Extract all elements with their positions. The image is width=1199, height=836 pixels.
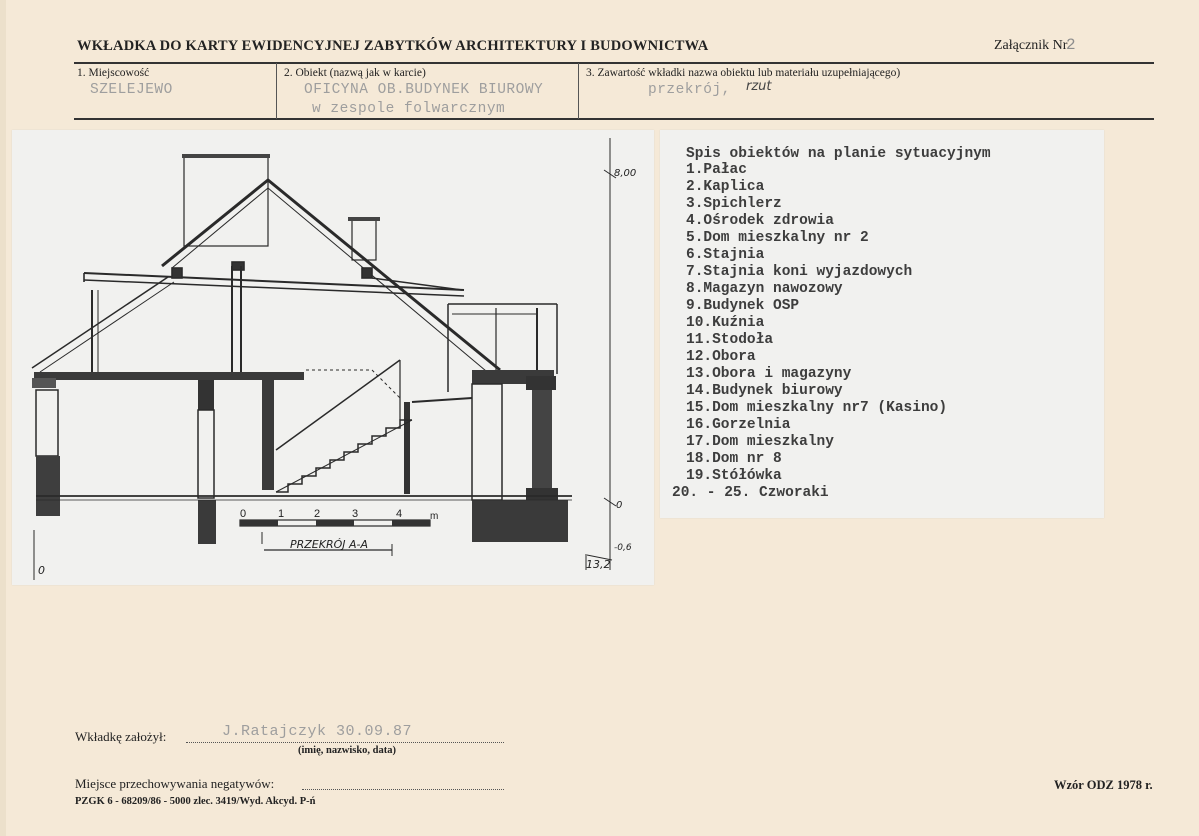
list-item: 10.Kuźnia — [686, 315, 765, 331]
list-item: 2.Kaplica — [686, 179, 765, 195]
form-model: Wzór ODZ 1978 r. — [1054, 778, 1153, 792]
scale-label-4: 4 — [396, 508, 403, 520]
place-label: 1. Miejscowość — [77, 67, 150, 79]
list-item: 4.Ośrodek zdrowia — [686, 213, 834, 229]
list-item: 5.Dom mieszkalny nr 2 — [686, 230, 869, 246]
list-item: 7.Stajnia koni wyjazdowych — [686, 264, 913, 280]
scale-label-3: 3 — [352, 508, 359, 520]
list-item: 14.Budynek biurowy — [686, 383, 843, 399]
print-info: PZGK 6 - 68209/86 - 5000 zlec. 3419/Wyd. Akcyd. P-ń — [75, 796, 316, 807]
content-handwritten-note: rzut — [746, 79, 772, 94]
author-hint: (imię, nazwisko, data) — [298, 745, 396, 756]
negatives-dotted-line — [302, 789, 504, 790]
level-bottom-left: 0 — [38, 564, 45, 577]
place-value: SZELEJEWO — [90, 82, 173, 98]
attachment-number: 2 — [1066, 36, 1076, 54]
field-divider-2 — [578, 63, 579, 119]
list-item: 6.Stajnia — [686, 247, 765, 263]
scale-label-unit: m — [430, 511, 439, 522]
list-item: 17.Dom mieszkalny — [686, 434, 834, 450]
form-title: WKŁADKA DO KARTY EWIDENCYJNEJ ZABYTKÓW ARCHITEKTURY I BUDOWNICTWA — [77, 38, 709, 54]
object-value-line1: OFICYNA OB.BUDYNEK BIUROWY — [304, 82, 544, 98]
list-item: 16.Gorzelnia — [686, 417, 791, 433]
object-label: 2. Obiekt (nazwą jak w karcie) — [284, 67, 426, 79]
scale-label-0: 0 — [240, 508, 247, 520]
cross-section-drawing — [12, 130, 654, 585]
object-list-title: Spis obiektów na planie sytuacyjnym — [686, 146, 991, 162]
level-top: 8,00 — [614, 168, 637, 179]
negatives-label: Miejsce przechowywania negatywów: — [75, 776, 275, 791]
list-item: 9.Budynek OSP — [686, 298, 800, 314]
list-item: 8.Magazyn nawozowy — [686, 281, 843, 297]
author-value: J.Ratajczyk 30.09.87 — [222, 723, 413, 740]
author-label: Wkładkę założył: — [75, 729, 167, 744]
scale-label-1: 1 — [278, 508, 285, 520]
level-ground: -0,6 — [614, 543, 632, 553]
level-zero: 0 — [616, 500, 623, 511]
author-dotted-line — [186, 742, 504, 743]
list-item: 11.Stodoła — [686, 332, 774, 348]
list-item: 20. - 25. Czworaki — [672, 485, 829, 501]
field-divider-1 — [276, 63, 277, 119]
level-bottom-right: 13,2 — [586, 558, 611, 571]
list-item: 1.Pałac — [686, 162, 747, 178]
content-label: 3. Zawartość wkładki nazwa obiektu lub materiału uzupełniającego) — [586, 67, 901, 79]
section-caption: PRZEKRÓJ A-A — [290, 538, 369, 551]
list-item: 3.Spichlerz — [686, 196, 782, 212]
list-item: 13.Obora i magazyny — [686, 366, 852, 382]
object-value-line2: w zespole folwarcznym — [312, 101, 506, 117]
section-drawing-photo — [12, 130, 654, 585]
list-item: 18.Dom nr 8 — [686, 451, 782, 467]
scale-label-2: 2 — [314, 508, 321, 520]
list-item: 15.Dom mieszkalny nr7 (Kasino) — [686, 400, 948, 416]
header-bottom-rule — [74, 118, 1154, 120]
list-item: 12.Obora — [686, 349, 756, 365]
header-top-rule — [74, 62, 1154, 64]
attachment-label: Załącznik Nr — [994, 38, 1068, 53]
list-item: 19.Stółówka — [686, 468, 782, 484]
content-value: przekrój, — [648, 82, 731, 98]
